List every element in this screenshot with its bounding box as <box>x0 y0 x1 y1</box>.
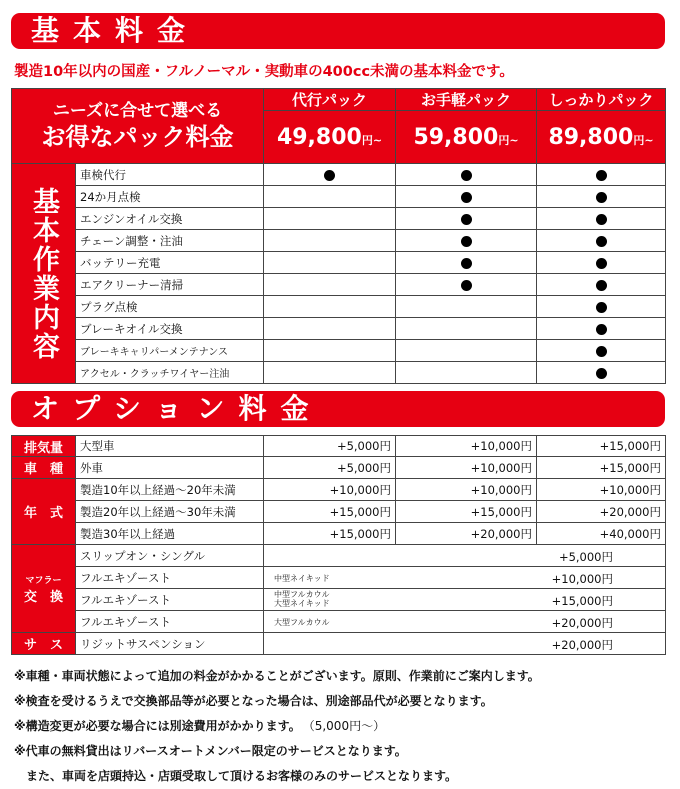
pack-header-line2: お得なパック料金 <box>41 123 234 151</box>
included-dot-icon <box>596 170 607 181</box>
opt-price: +40,000円 <box>537 523 666 545</box>
note-line: ※車種・車両状態によって追加の料金がかかることがございます。原則、作業前にご案内します。 <box>14 669 540 683</box>
opt-note: 大型フルカウル <box>274 618 330 627</box>
opt-price: +15,000円 <box>396 501 537 523</box>
work-item-name: 車検代行 <box>76 164 264 186</box>
work-mark-cell <box>396 230 537 252</box>
included-dot-icon <box>596 236 607 247</box>
work-mark-cell <box>396 340 537 362</box>
included-dot-icon <box>596 214 607 225</box>
work-mark-cell <box>264 340 396 362</box>
pack-name-otegaru: お手軽パック <box>396 89 537 111</box>
work-mark-cell <box>396 252 537 274</box>
basic-fee-banner: 基本料金 <box>11 13 665 49</box>
opt-price: +15,000円 <box>264 501 396 523</box>
included-dot-icon <box>596 258 607 269</box>
opt-item: リジットサスペンション <box>76 633 264 655</box>
work-item-name: プラグ点検 <box>76 296 264 318</box>
work-label-cell <box>12 164 76 384</box>
opt-price: +20,000円 <box>537 501 666 523</box>
opt-price: +15,000円 <box>264 523 396 545</box>
work-mark-cell <box>264 296 396 318</box>
work-mark-cell <box>537 318 666 340</box>
work-mark-cell <box>537 186 666 208</box>
included-dot-icon <box>596 192 607 203</box>
pack-table <box>11 88 666 384</box>
opt-price-cell <box>264 589 666 611</box>
work-mark-cell <box>537 230 666 252</box>
pack-price-daiko: 49,800円~ <box>264 111 396 164</box>
work-item-name: エアクリーナー清掃 <box>76 274 264 296</box>
opt-item: スリップオン・シングル <box>76 545 264 567</box>
included-dot-icon <box>596 280 607 291</box>
pack-name-shikkari: しっかりパック <box>537 89 666 111</box>
work-item-name: エンジンオイル交換 <box>76 208 264 230</box>
muffler-label-line1: マフラー <box>25 575 62 586</box>
work-mark-cell <box>396 274 537 296</box>
work-mark-cell <box>264 164 396 186</box>
work-mark-cell <box>264 362 396 384</box>
note-line: また、車両を店頭持込・店頭受取して頂けるお客様のみのサービスとなります。 <box>14 769 458 783</box>
option-fee-banner: オプション料金 <box>11 391 665 427</box>
included-dot-icon <box>461 170 472 181</box>
opt-price: +20,000円 <box>396 523 537 545</box>
work-mark-cell <box>264 186 396 208</box>
opt-price: +10,000円 <box>396 479 537 501</box>
included-dot-icon <box>324 170 335 181</box>
option-table <box>11 435 666 655</box>
work-item-name: ブレーキキャリパーメンテナンス <box>76 340 264 362</box>
work-mark-cell <box>264 208 396 230</box>
opt-note-line: 中型フルカウル <box>274 590 330 599</box>
pack-header-line1: ニーズに合せて選べる <box>52 101 223 121</box>
opt-note <box>274 590 330 608</box>
opt-price-cell <box>264 633 666 655</box>
work-item-name: チェーン調整・注油 <box>76 230 264 252</box>
work-mark-cell <box>396 296 537 318</box>
included-dot-icon <box>461 258 472 269</box>
included-dot-icon <box>461 236 472 247</box>
work-mark-cell <box>537 208 666 230</box>
pack-price-otegaru: 59,800円~ <box>396 111 537 164</box>
work-mark-cell <box>264 252 396 274</box>
opt-item: 製造20年以上経過～30年未満 <box>76 501 264 523</box>
included-dot-icon <box>596 302 607 313</box>
work-mark-cell <box>396 318 537 340</box>
basic-fee-subtitle: 製造10年以内の国産・フルノーマル・実動車の400cc未満の基本料金です。 <box>14 64 514 80</box>
work-label: 基本作業内容 <box>28 186 59 361</box>
opt-item: フルエキゾースト <box>76 589 264 611</box>
pack-header-cell <box>12 89 264 164</box>
included-dot-icon <box>461 280 472 291</box>
opt-note-line: 大型ネイキッド <box>274 599 330 608</box>
muffler-label-line2: 交 換 <box>23 589 63 605</box>
opt-price-cell <box>264 611 666 633</box>
work-mark-cell <box>537 164 666 186</box>
work-mark-cell <box>264 230 396 252</box>
included-dot-icon <box>461 192 472 203</box>
opt-item: 製造30年以上経過 <box>76 523 264 545</box>
work-mark-cell <box>537 274 666 296</box>
opt-price: +10,000円 <box>537 479 666 501</box>
opt-note: 中型ネイキッド <box>274 574 330 583</box>
opt-price: +10,000円 <box>396 436 537 457</box>
work-mark-cell <box>537 340 666 362</box>
work-mark-cell <box>396 186 537 208</box>
opt-price: +15,000円 <box>537 457 666 479</box>
opt-price: +5,000円 <box>558 550 613 564</box>
work-mark-cell <box>537 362 666 384</box>
opt-label-shashu: 車 種 <box>12 457 76 479</box>
included-dot-icon <box>596 324 607 335</box>
note-line: ※検査を受けるうえで交換部品等が必要となった場合は、別途部品代が必要となります。 <box>14 694 493 708</box>
opt-price: +10,000円 <box>396 457 537 479</box>
opt-item: 大型車 <box>76 436 264 457</box>
opt-item: フルエキゾースト <box>76 567 264 589</box>
pack-price-shikkari: 89,800円~ <box>537 111 666 164</box>
pack-name-daiko: 代行パック <box>264 89 396 111</box>
opt-price: +15,000円 <box>551 594 613 608</box>
note-line: ※構造変更が必要な場合には別途費用がかかります。 （5,000円～） <box>14 719 386 733</box>
opt-label-suspension: サ ス <box>12 633 76 655</box>
work-item-name: 24か月点検 <box>76 186 264 208</box>
included-dot-icon <box>596 346 607 357</box>
opt-price: +5,000円 <box>264 457 396 479</box>
work-mark-cell <box>264 274 396 296</box>
notes <box>14 664 540 789</box>
work-mark-cell <box>396 208 537 230</box>
included-dot-icon <box>596 368 607 379</box>
opt-label-muffler <box>12 545 76 633</box>
opt-price-cell <box>264 545 666 567</box>
work-mark-cell <box>264 318 396 340</box>
opt-price: +5,000円 <box>264 436 396 457</box>
work-mark-cell <box>537 252 666 274</box>
opt-label-haikiryo: 排気量 <box>12 436 76 457</box>
opt-price: +10,000円 <box>264 479 396 501</box>
opt-price: +20,000円 <box>551 638 613 652</box>
opt-price: +20,000円 <box>551 616 613 630</box>
opt-item: 外車 <box>76 457 264 479</box>
opt-price: +10,000円 <box>551 572 613 586</box>
included-dot-icon <box>461 214 472 225</box>
work-item-name: バッテリー充電 <box>76 252 264 274</box>
opt-price: +15,000円 <box>537 436 666 457</box>
work-mark-cell <box>396 164 537 186</box>
work-item-name: アクセル・クラッチワイヤー注油 <box>76 362 264 384</box>
work-item-name: ブレーキオイル交換 <box>76 318 264 340</box>
opt-label-nenshiki: 年 式 <box>12 479 76 545</box>
work-mark-cell <box>537 296 666 318</box>
opt-item: 製造10年以上経過～20年未満 <box>76 479 264 501</box>
note-line: ※代車の無料貸出はリバースオートメンバー限定のサービスとなります。 <box>14 744 407 758</box>
work-mark-cell <box>396 362 537 384</box>
opt-price-cell <box>264 567 666 589</box>
opt-item: フルエキゾースト <box>76 611 264 633</box>
